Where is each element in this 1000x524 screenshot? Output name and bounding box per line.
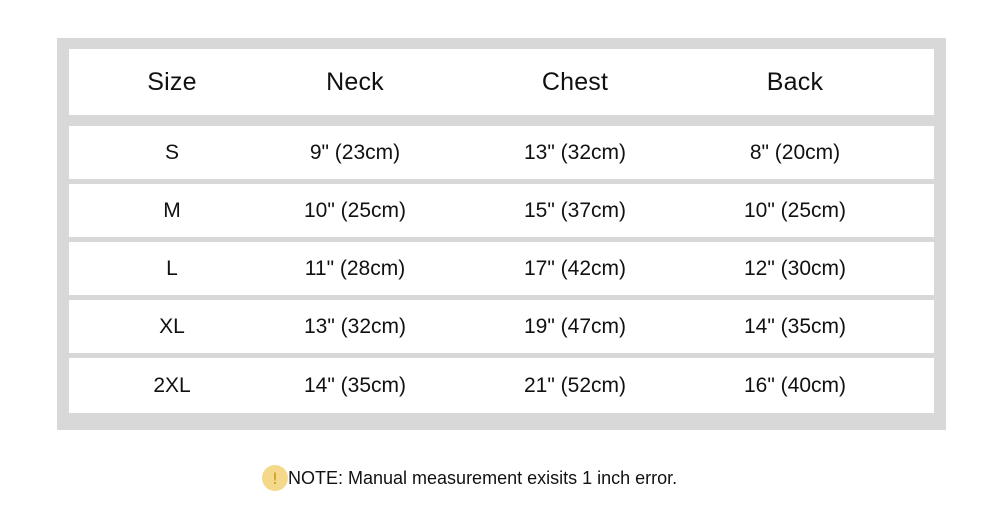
chest-cell: 13" (32cm) <box>524 140 626 164</box>
back-cell: 16" (40cm) <box>744 373 846 397</box>
size-chart-table <box>57 38 946 430</box>
back-cell: 8" (20cm) <box>749 140 841 164</box>
warning-icon: ! <box>262 465 288 491</box>
header-chest: Chest <box>541 67 609 96</box>
size-cell: S <box>164 140 180 164</box>
neck-cell: 14" (35cm) <box>304 373 406 397</box>
table-row <box>69 126 934 179</box>
back-cell: 14" (35cm) <box>744 314 846 338</box>
size-cell: M <box>163 198 181 222</box>
back-cell: 10" (25cm) <box>744 198 846 222</box>
note-text: NOTE: Manual measurement exisits 1 inch error. <box>288 467 678 488</box>
header-neck: Neck <box>326 67 384 96</box>
size-cell: L <box>166 256 178 280</box>
size-cell: 2XL <box>153 373 191 397</box>
header-size: Size <box>147 67 197 96</box>
measurement-note <box>262 464 677 492</box>
neck-cell: 10" (25cm) <box>304 198 406 222</box>
table-header-row <box>69 49 934 115</box>
back-cell: 12" (30cm) <box>744 256 846 280</box>
chest-cell: 15" (37cm) <box>524 198 626 222</box>
size-cell: XL <box>159 314 185 338</box>
neck-cell: 9" (23cm) <box>309 140 401 164</box>
table-row <box>69 358 934 413</box>
chest-cell: 17" (42cm) <box>524 256 626 280</box>
header-back: Back <box>766 67 824 96</box>
chest-cell: 19" (47cm) <box>524 314 626 338</box>
neck-cell: 13" (32cm) <box>304 314 406 338</box>
table-row <box>69 184 934 237</box>
chest-cell: 21" (52cm) <box>524 373 626 397</box>
table-row <box>69 242 934 295</box>
neck-cell: 11" (28cm) <box>304 256 406 280</box>
table-row <box>69 300 934 353</box>
